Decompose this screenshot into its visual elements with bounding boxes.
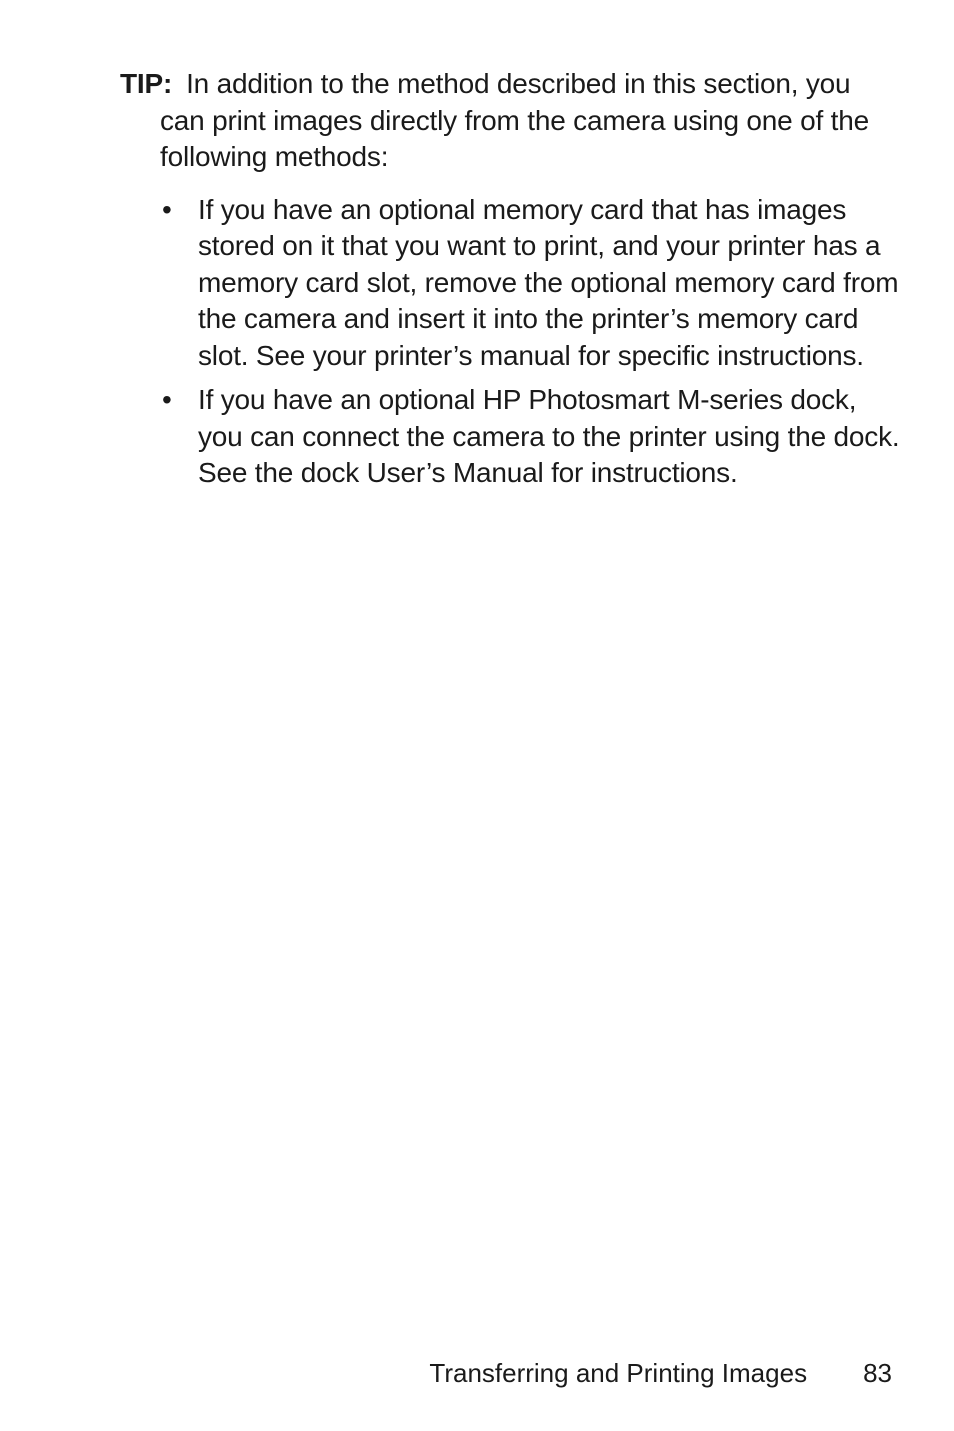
- tip-block: [120, 66, 900, 500]
- tip-label: TIP:: [120, 68, 173, 99]
- list-item-text: If you have an optional HP Photosmart M-series dock, you can connect the camera to the printer using the dock. See the dock User’s Manual for instructions.: [198, 384, 900, 488]
- tip-methods-list: [120, 192, 900, 492]
- page-footer: [429, 1356, 892, 1390]
- footer-section-title: Transferring and Printing Images: [429, 1358, 808, 1388]
- tip-intro-text: In addition to the method described in this section, you can print images directly from the camera using one of the following methods:: [160, 68, 869, 172]
- list-item: [162, 382, 900, 492]
- bullet-icon: •: [162, 384, 172, 415]
- list-item-text: If you have an optional memory card that has images stored on it that you want to print, and your printer has a memory card slot, remove the optional memory card from the camera and insert it into the printer’s memory card slot. See your printer’s manual for specific instructions.: [198, 193, 899, 371]
- list-item: [162, 192, 900, 375]
- tip-paragraph: [120, 66, 900, 176]
- bullet-icon: •: [162, 193, 172, 225]
- page-number: 83: [863, 1358, 892, 1388]
